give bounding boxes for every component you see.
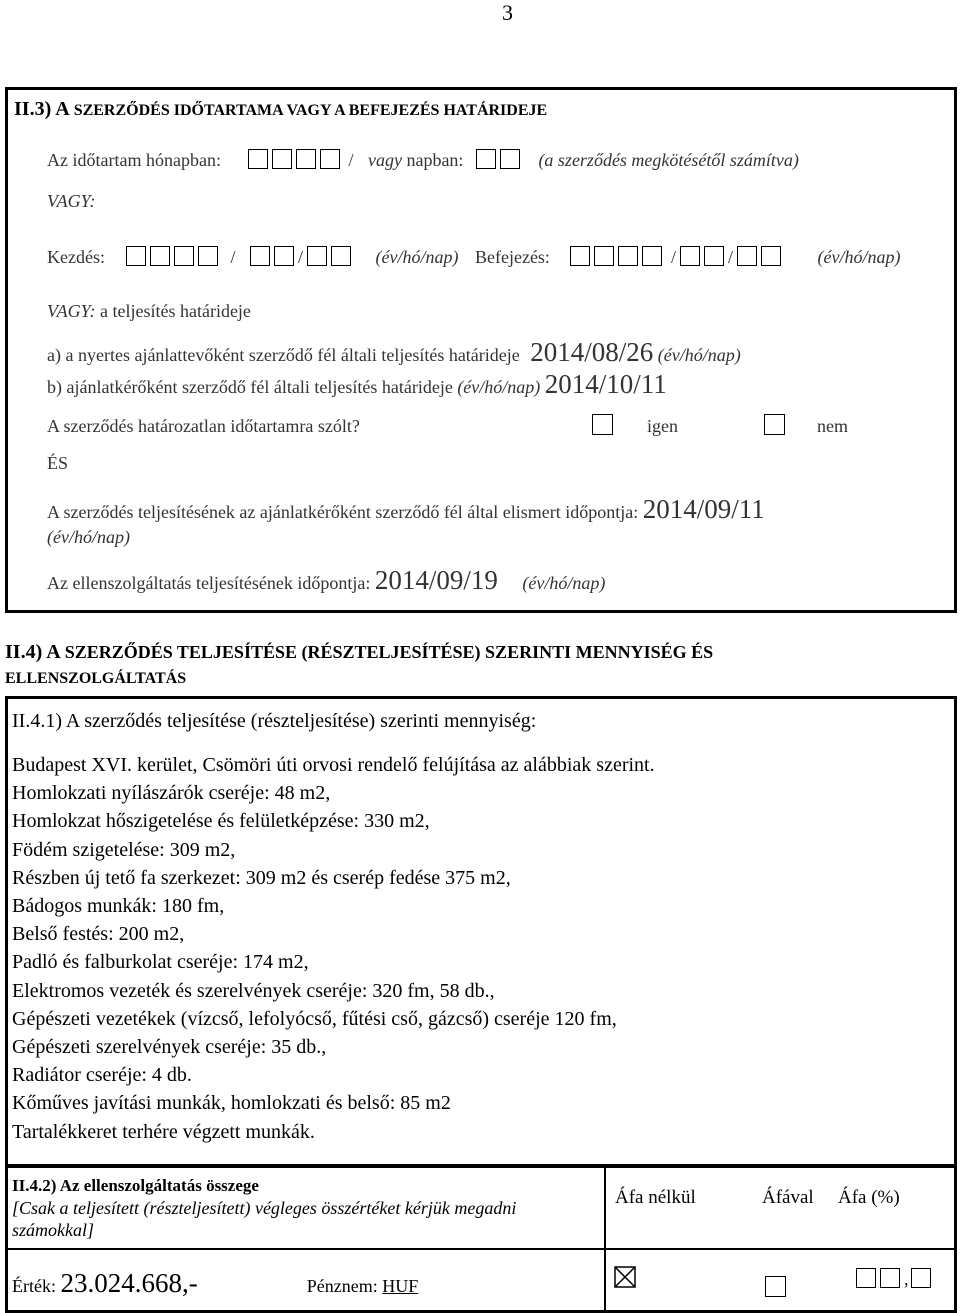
month-digit-3[interactable] bbox=[296, 149, 316, 169]
value-amount: 23.024.668,- bbox=[60, 1268, 198, 1298]
currency-label: Pénznem: bbox=[306, 1276, 378, 1296]
start-month-1[interactable] bbox=[250, 246, 270, 266]
currency-value: HUF bbox=[382, 1276, 419, 1296]
duration-row: Az időtartam hónapban: / vagy napban: (a szerződés megkötésétől számítva) bbox=[47, 150, 799, 170]
start-end-row: Kezdés: / / (év/hó/nap) Befejezés: / / (év/hó/nap) bbox=[47, 247, 901, 267]
afa-nelkul-label: Áfa nélkül bbox=[615, 1187, 696, 1208]
day-digit-1[interactable] bbox=[476, 149, 496, 169]
afaval-label: Áfával bbox=[762, 1187, 814, 1208]
value-row bbox=[12, 1268, 418, 1299]
afa-percent-label: Áfa (%) bbox=[838, 1187, 900, 1208]
end-year-1[interactable] bbox=[570, 246, 590, 266]
month-digit-1[interactable] bbox=[248, 149, 268, 169]
end-month-2[interactable] bbox=[704, 246, 724, 266]
kezdes-label: Kezdés: bbox=[47, 247, 105, 267]
day-digit-2[interactable] bbox=[500, 149, 520, 169]
igen-label: igen bbox=[647, 416, 678, 436]
amount-note-line1: [Csak a teljesített (részteljesített) végleges összértéket kérjük megadni bbox=[12, 1198, 517, 1218]
deadline-heading: VAGY: a teljesítés határideje bbox=[47, 301, 251, 321]
accepted-date-format: (év/hó/nap) bbox=[47, 527, 130, 547]
start-day-1[interactable] bbox=[307, 246, 327, 266]
list-item: Gépészeti vezetékek (vízcső, lefolyócső, fűtési cső, gázcső) cseréje 120 fm, bbox=[12, 1007, 617, 1030]
end-year-2[interactable] bbox=[594, 246, 614, 266]
afa-nelkul-checked-checkbox[interactable] bbox=[614, 1266, 636, 1288]
vat-percent-boxes: , bbox=[856, 1268, 935, 1290]
nem-label: nem bbox=[817, 416, 848, 436]
deadline-a-row: a) a nyertes ajánlattevőként szerződő fél általi teljesítés határideje 2014/08/26 (év/hó/nap) bbox=[47, 337, 741, 367]
end-year-4[interactable] bbox=[642, 246, 662, 266]
start-year-4[interactable] bbox=[198, 246, 218, 266]
list-item: Tartalékkeret terhére végzett munkák. bbox=[12, 1120, 315, 1143]
list-item: Radiátor cseréje: 4 db. bbox=[12, 1064, 192, 1087]
amount-note-line2: számokkal] bbox=[12, 1220, 94, 1240]
month-digit-2[interactable] bbox=[272, 149, 292, 169]
end-day-1[interactable] bbox=[737, 246, 757, 266]
section-ii4-title: II.4) A SZERZŐDÉS TELJESÍTÉSE (RÉSZTELJESÍTÉSE) SZERINTI MENNYISÉG ÉS bbox=[5, 641, 714, 663]
list-item: Födém szigetelése: 309 m2, bbox=[12, 838, 236, 861]
end-year-3[interactable] bbox=[618, 246, 638, 266]
list-item: Padló és falburkolat cseréje: 174 m2, bbox=[12, 951, 309, 974]
vat-digit-1[interactable] bbox=[856, 1268, 876, 1288]
accepted-date: 2014/09/11 bbox=[642, 494, 765, 524]
es-label: ÉS bbox=[47, 453, 69, 473]
counter-date-row: Az ellenszolgáltatás teljesítésének időpontja: 2014/09/19 (év/hó/nap) bbox=[47, 565, 606, 595]
deadline-a-date: 2014/08/26 bbox=[530, 337, 654, 367]
vat-decimal-digit[interactable] bbox=[911, 1268, 931, 1288]
list-item: Belső festés: 200 m2, bbox=[12, 923, 185, 946]
amount-heading: II.4.2) Az ellenszolgáltatás összege bbox=[12, 1176, 259, 1195]
end-day-2[interactable] bbox=[761, 246, 781, 266]
indefinite-question: A szerződés határozatlan időtartamra szólt? bbox=[47, 416, 360, 436]
duration-label: Az időtartam hónapban: bbox=[47, 150, 221, 170]
list-item: Részben új tető fa szerkezet: 309 m2 és cserép fedése 375 m2, bbox=[12, 866, 511, 889]
vagy-label-1: VAGY: bbox=[47, 191, 96, 211]
list-item: Homlokzati nyílászárók cseréje: 48 m2, bbox=[12, 782, 331, 805]
end-month-1[interactable] bbox=[680, 246, 700, 266]
section-ii3-title: II.3) A SZERZŐDÉS IDŐTARTAMA VAGY A BEFEJEZÉS HATÁRIDEJE bbox=[14, 98, 548, 120]
accepted-date-row: A szerződés teljesítésének az ajánlatkérőként szerződő fél által elismert időpontja: 2014/09/11 bbox=[47, 494, 765, 524]
deadline-b-row: b) ajánlatkérőként szerződő fél általi teljesítés határideje (év/hó/nap) 2014/10/11 bbox=[47, 369, 667, 399]
afaval-checkbox[interactable] bbox=[765, 1276, 786, 1297]
list-item: Kőműves javítási munkák, homlokzati és belső: 85 m2 bbox=[12, 1092, 451, 1115]
vat-digit-2[interactable] bbox=[880, 1268, 900, 1288]
list-item: Elektromos vezeték és szerelvények cseréje: 320 fm, 58 db., bbox=[12, 979, 495, 1002]
value-label: Érték: bbox=[12, 1276, 56, 1296]
start-day-2[interactable] bbox=[331, 246, 351, 266]
indefinite-nem-checkbox[interactable] bbox=[764, 414, 785, 435]
counter-date: 2014/09/19 bbox=[374, 565, 498, 595]
list-item: Gépészeti szerelvények cseréje: 35 db., bbox=[12, 1036, 327, 1059]
month-digit-4[interactable] bbox=[320, 149, 340, 169]
row-divider bbox=[8, 1248, 954, 1250]
indefinite-igen-checkbox[interactable] bbox=[592, 414, 613, 435]
start-month-2[interactable] bbox=[274, 246, 294, 266]
start-year-3[interactable] bbox=[174, 246, 194, 266]
quantity-list bbox=[12, 751, 655, 1146]
page-number: 3 bbox=[502, 0, 513, 25]
start-year-1[interactable] bbox=[126, 246, 146, 266]
list-item: Homlokzat hőszigetelése és felületképzése: 330 m2, bbox=[12, 810, 430, 833]
column-divider bbox=[604, 1168, 606, 1310]
list-item: Budapest XVI. kerület, Csömöri úti orvosi rendelő felújítása az alábbiak szerint. bbox=[12, 754, 655, 776]
section-ii4-title-line2: ELLENSZOLGÁLTATÁS bbox=[5, 670, 187, 687]
list-item: Bádogos munkák: 180 fm, bbox=[12, 895, 225, 918]
deadline-b-date: 2014/10/11 bbox=[544, 369, 667, 399]
start-year-2[interactable] bbox=[150, 246, 170, 266]
quantity-heading: II.4.1) A szerződés teljesítése (részteljesítése) szerinti mennyiség: bbox=[12, 710, 537, 732]
